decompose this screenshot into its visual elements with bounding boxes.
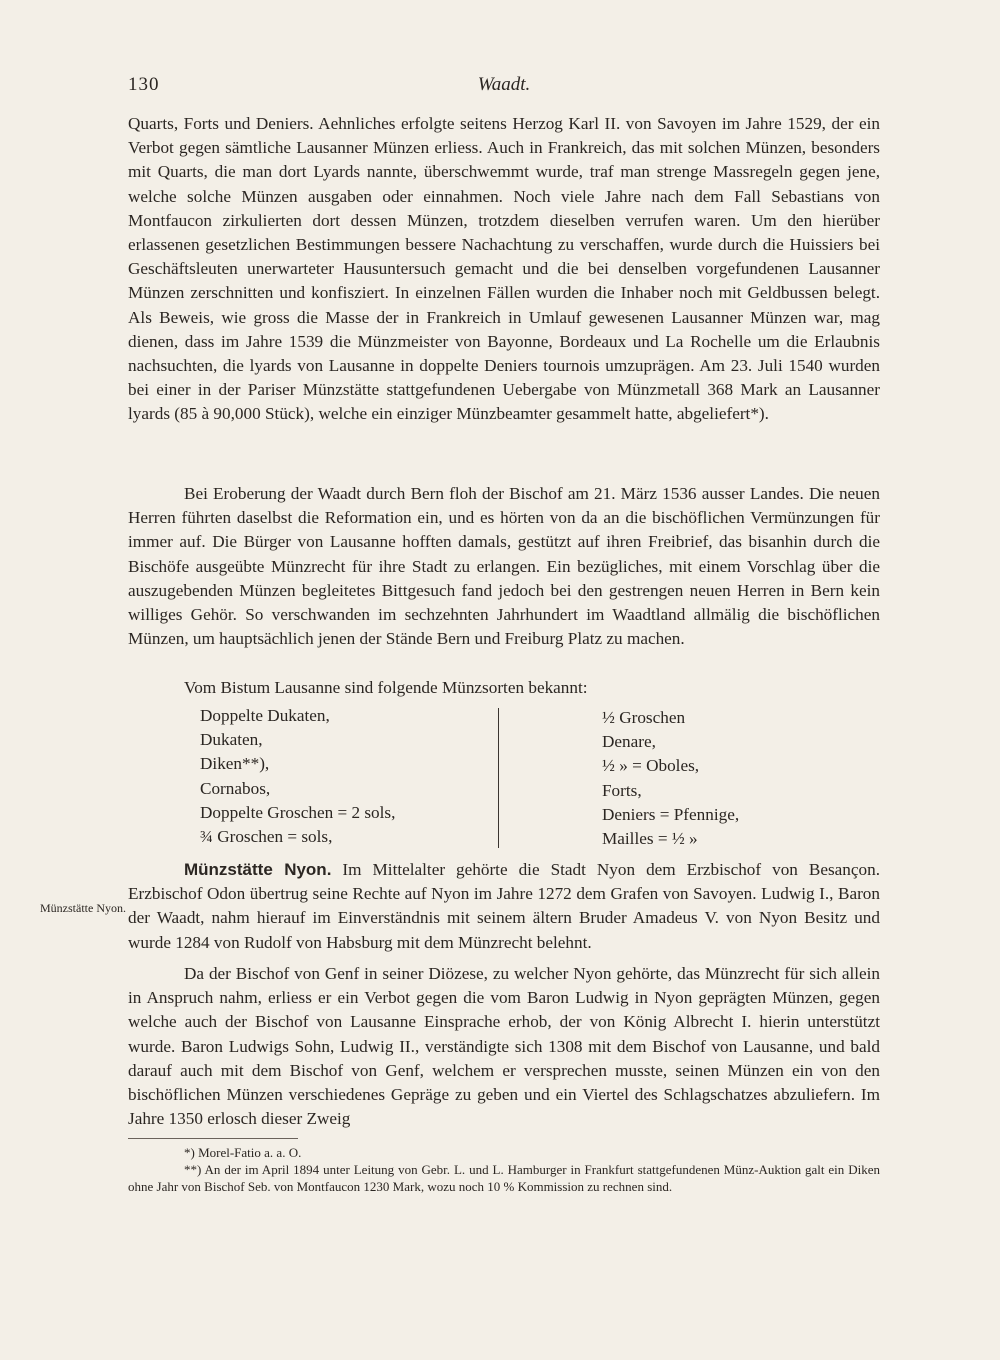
coin-item: Forts, bbox=[602, 780, 642, 800]
coin-item: Denare, bbox=[602, 732, 656, 752]
margin-note: Münzstätte Nyon. bbox=[40, 901, 126, 915]
coin-item: Mailles = ½ » bbox=[602, 829, 698, 849]
coin-item: ½ » = Oboles, bbox=[602, 756, 700, 776]
coin-item: Doppelte Dukaten, bbox=[200, 706, 330, 725]
footnotes bbox=[128, 1144, 880, 1195]
paragraph-3-text: Im Mittelalter gehörte die Stadt Nyon dem Erzbischof von Besançon. Erzbischof Odon übertrug seine Rechte auf Nyon im Jahre 1272 dem Grafen von Savoyen. Ludwig I., Baron der Waadt, nahm hierauf im Einverständnis mit seinem ältern Bruder Amadeus V. von Nyon Besitz und wurde 1284 von Rudolf von Habsburg mit dem Münzrecht belehnt. bbox=[128, 860, 880, 952]
column-divider bbox=[498, 708, 499, 848]
text-block-3 bbox=[128, 858, 880, 955]
coin-item: Doppelte Groschen = 2 sols, bbox=[200, 802, 396, 822]
coin-item: Diken**), bbox=[200, 754, 270, 774]
page-header bbox=[128, 74, 880, 102]
section-title: Münzstätte Nyon. bbox=[184, 860, 332, 879]
coin-list-left bbox=[200, 704, 395, 849]
text-block-2 bbox=[128, 482, 880, 651]
footnote-1: *) Morel-Fatio a. a. O. bbox=[184, 1145, 302, 1160]
footnote-rule bbox=[128, 1138, 298, 1139]
coin-item: Cornabos, bbox=[200, 778, 271, 798]
paragraph-4: Da der Bischof von Genf in seiner Diözese, zu welcher Nyon gehörte, das Münzrecht für sich allein in Anspruch nahm, erliess er ein Verbot gegen die vom Baron Ludwig in Nyon geprägten Münzen, gegen welche auch der Bischof von Lausanne Einsprache erhob, der von König Albrecht I. hierin unterstützt wurde. Baron Ludwigs Sohn, Ludwig II., verständigte sich 1308 mit dem Bischof von Lausanne, und bald darauf auch mit dem Bischof von Genf, welchem er versprechen musste, seinen Münzen ein von den bischöflichen Münzen verschiedenes Gepräge zu geben und ein Viertel des Schlagschatzes abzuliefern. Im Jahre 1350 erlosch dieser Zweig bbox=[128, 964, 880, 1129]
text-block-1 bbox=[128, 112, 880, 427]
coin-list-intro: Vom Bistum Lausanne sind folgende Münzsorten bekannt: bbox=[184, 678, 588, 697]
coin-item: Deniers = Pfennige, bbox=[602, 804, 740, 824]
paragraph-1: Quarts, Forts und Deniers. Aehnliches erfolgte seitens Herzog Karl II. von Savoyen im Jahre 1529, der ein Verbot gegen sämtliche Lausanner Münzen erliess. Auch in Frankreich, das mit solchen Münzen, besonders mit Quarts, die man dort Lyards nannte, überschwemmt wurde, traf man strenge Massregeln gegen jene, welche solche Münzen ausgaben oder einnahmen. Noch viele Jahre nach dem Fall Sebastians von Montfaucon zirkulierten dort dessen Münzen, trotzdem dieselben verrufen waren. Um den hierüber erlassenen gesetzlichen Bestimmungen bessere Nachachtung zu verschaffen, wurde durch die Huissiers bei Geschäftsleuten unerwarteter Hausuntersuch gemacht und die bei denselben vorgefundenen Lausanner Münzen zerschnitten und konfisziert. In einzelnen Fällen wurden die Inhaber noch mit Geldbussen belegt. Als Beweis, wie gross die Masse der in Frankreich in Umlauf gewesenen Lausanner Münzen war, mag dienen, dass im Jahre 1539 die Münzmeister von Bayonne, Bordeaux und La Rochelle um die Erlaubnis nachsuchten, die lyards von Lausanne in doppelte Deniers tournois umzuprägen. Am 23. Juli 1540 wurden bei einer in der Pariser Münzstätte stattgefundenen Uebergabe von Münzmetall 368 Mark an Lausanner lyards (85 à 90,000 Stück), welche ein einziger Münzbeamter gesammelt hatte, abgeliefert*). bbox=[128, 114, 880, 424]
coin-item: ½ Groschen bbox=[602, 708, 686, 727]
page-number: 130 bbox=[128, 74, 160, 95]
running-head: Waadt. bbox=[477, 74, 531, 95]
coin-item: ¾ Groschen = sols, bbox=[200, 827, 333, 847]
footnote-2: **) An der im April 1894 unter Leitung von Gebr. L. und L. Hamburger in Frankfurt stattgefundenen Münz-Auktion galt ein Diken ohne Jahr von Bischof Seb. von Montfaucon 1230 Mark, wozu noch 10 % Kommission zu rechnen sind. bbox=[128, 1162, 880, 1194]
coin-list-right bbox=[602, 706, 739, 851]
coin-item: Dukaten, bbox=[200, 730, 263, 750]
text-block-4 bbox=[128, 962, 880, 1131]
paragraph-3 bbox=[128, 858, 880, 955]
paragraph-2: Bei Eroberung der Waadt durch Bern floh der Bischof am 21. März 1536 ausser Landes. Die neuen Herren führten daselbst die Reformation ein, und es hörten von da an die bischöflichen Vermünzungen für immer auf. Die Bürger von Lausanne hofften damals, gestützt auf ihren Freibrief, das bisanhin durch die Bischöfe ausgeübte Münzrecht für ihre Stadt zu erlangen. Ein bezügliches, mit einem Vorschlag über die auszugebenden Münzen begleitetes Bittgesuch fand jedoch bei den gestrengen neuen Herren in Bern kein williges Gehör. So verschwanden im sechzehnten Jahrhundert im Waadtland allmälig die bischöflichen Münzen, um hauptsächlich jenen der Stände Bern und Freiburg Platz zu machen. bbox=[128, 484, 880, 649]
